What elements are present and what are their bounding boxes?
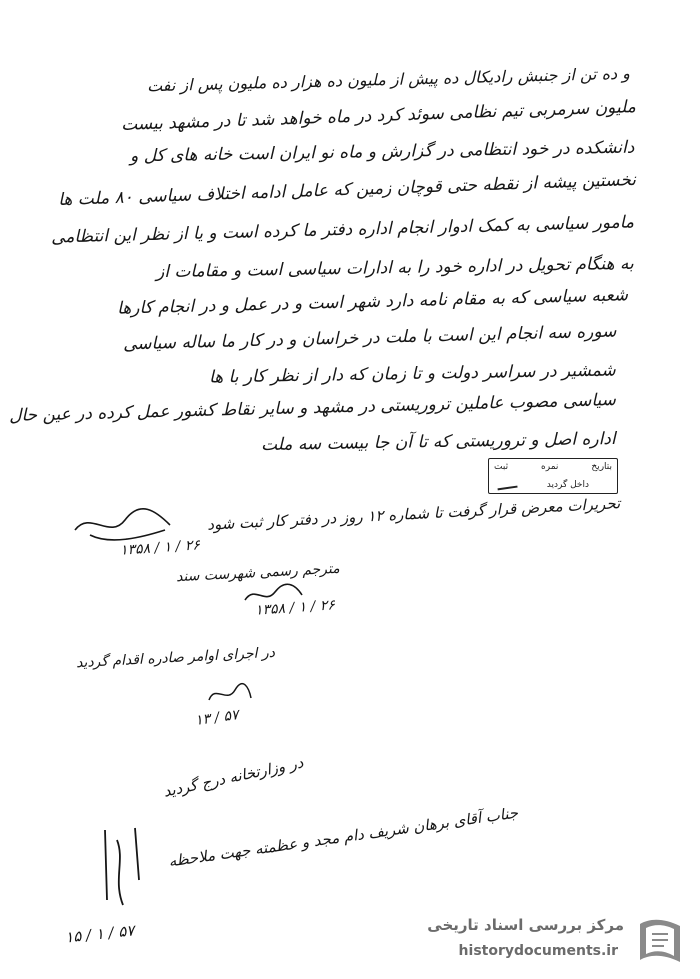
- registration-stamp: [488, 458, 618, 494]
- watermark-url: historydocuments.ir: [458, 943, 618, 959]
- signature-4: [95, 820, 155, 910]
- watermark-title: مرکز بررسی اسناد تاریخی: [427, 916, 624, 934]
- note-1: مترجم رسمی شهرست سند: [175, 560, 341, 586]
- watermark-logo-icon: [634, 912, 686, 968]
- body-line-11: اداره اصل و تروریستی که تا آن جا بیست سه ملت: [261, 428, 617, 456]
- body-line-2: ملیون سرمربی تیم نظامی سوئد کرد در ماه خواهد شد تا در مشهد بیست: [120, 97, 637, 135]
- stamp-scribble: [496, 478, 517, 491]
- body-line-1: و ده تن از جنبش رادیکال ده پیش از ملیون ده هزار ده ملیون پس از نفت: [146, 63, 631, 96]
- stamp-number-label: نمره: [541, 462, 559, 472]
- note-2: در اجرای اوامر صادره اقدام گردید: [75, 644, 276, 672]
- note-3: در وزارتخانه درج گردید: [162, 753, 306, 801]
- bottom-date: ۵۷ / ۱ / ۱۵: [64, 921, 136, 947]
- body-line-8: سوره سه انجام این است با ملت در خراسان و در کار ما ساله سیاسی: [122, 321, 617, 355]
- body-line-5: مامور سیاسی به کمک ادوار انجام اداره دفتر ما کرده است و یا از نظر این انتظامی: [50, 212, 635, 248]
- note-4: جناب آقای برهان شریف دام مجد و عظمته جهت ملاحظه: [167, 803, 520, 871]
- signature-3: [205, 680, 255, 710]
- note-1-date: ۲۶ / ۱ / ۱۳۵۸: [254, 597, 336, 619]
- margin-note-date: ۲۶ / ۱ / ۱۳۵۸: [119, 537, 201, 559]
- note-2-date: ۵۷ / ۱۳: [194, 707, 240, 729]
- stamp-received-label: داخل گردید: [546, 480, 589, 490]
- body-line-9: شمشیر در سراسر دولت و تا زمان که دار از نظر کار با ها: [209, 360, 617, 388]
- body-line-4: نخستین پیشه از نقطه حتی قوچان زمین که عامل ادامه اختلاف سیاسی ۸۰ ملت ها: [57, 169, 637, 211]
- stamp-date-label: بتاریخ: [591, 462, 612, 472]
- body-line-7: شعبه سیاسی که به مقام نامه دارد شهر است و در عمل و در انجام کارها: [116, 285, 629, 319]
- body-line-10: سیاسی مصوب عاملین تروریستی در مشهد و سایر نقاط کشور عمل کرده در عین حال: [8, 390, 617, 426]
- body-line-6: به هنگام تحویل در اداره خود را به ادارات سیاسی است و مقامات از: [156, 253, 635, 283]
- signature-1: [70, 500, 180, 550]
- margin-note: تحریرات معرض قرار گرفت تا شماره ۱۲ روز در دفتر کار ثبت شود: [206, 494, 621, 534]
- stamp-item-label: ثبت: [494, 462, 509, 472]
- body-line-3: دانشکده در خود انتظامی در گزارش و ماه نو ایران است خانه های کل و: [129, 137, 635, 167]
